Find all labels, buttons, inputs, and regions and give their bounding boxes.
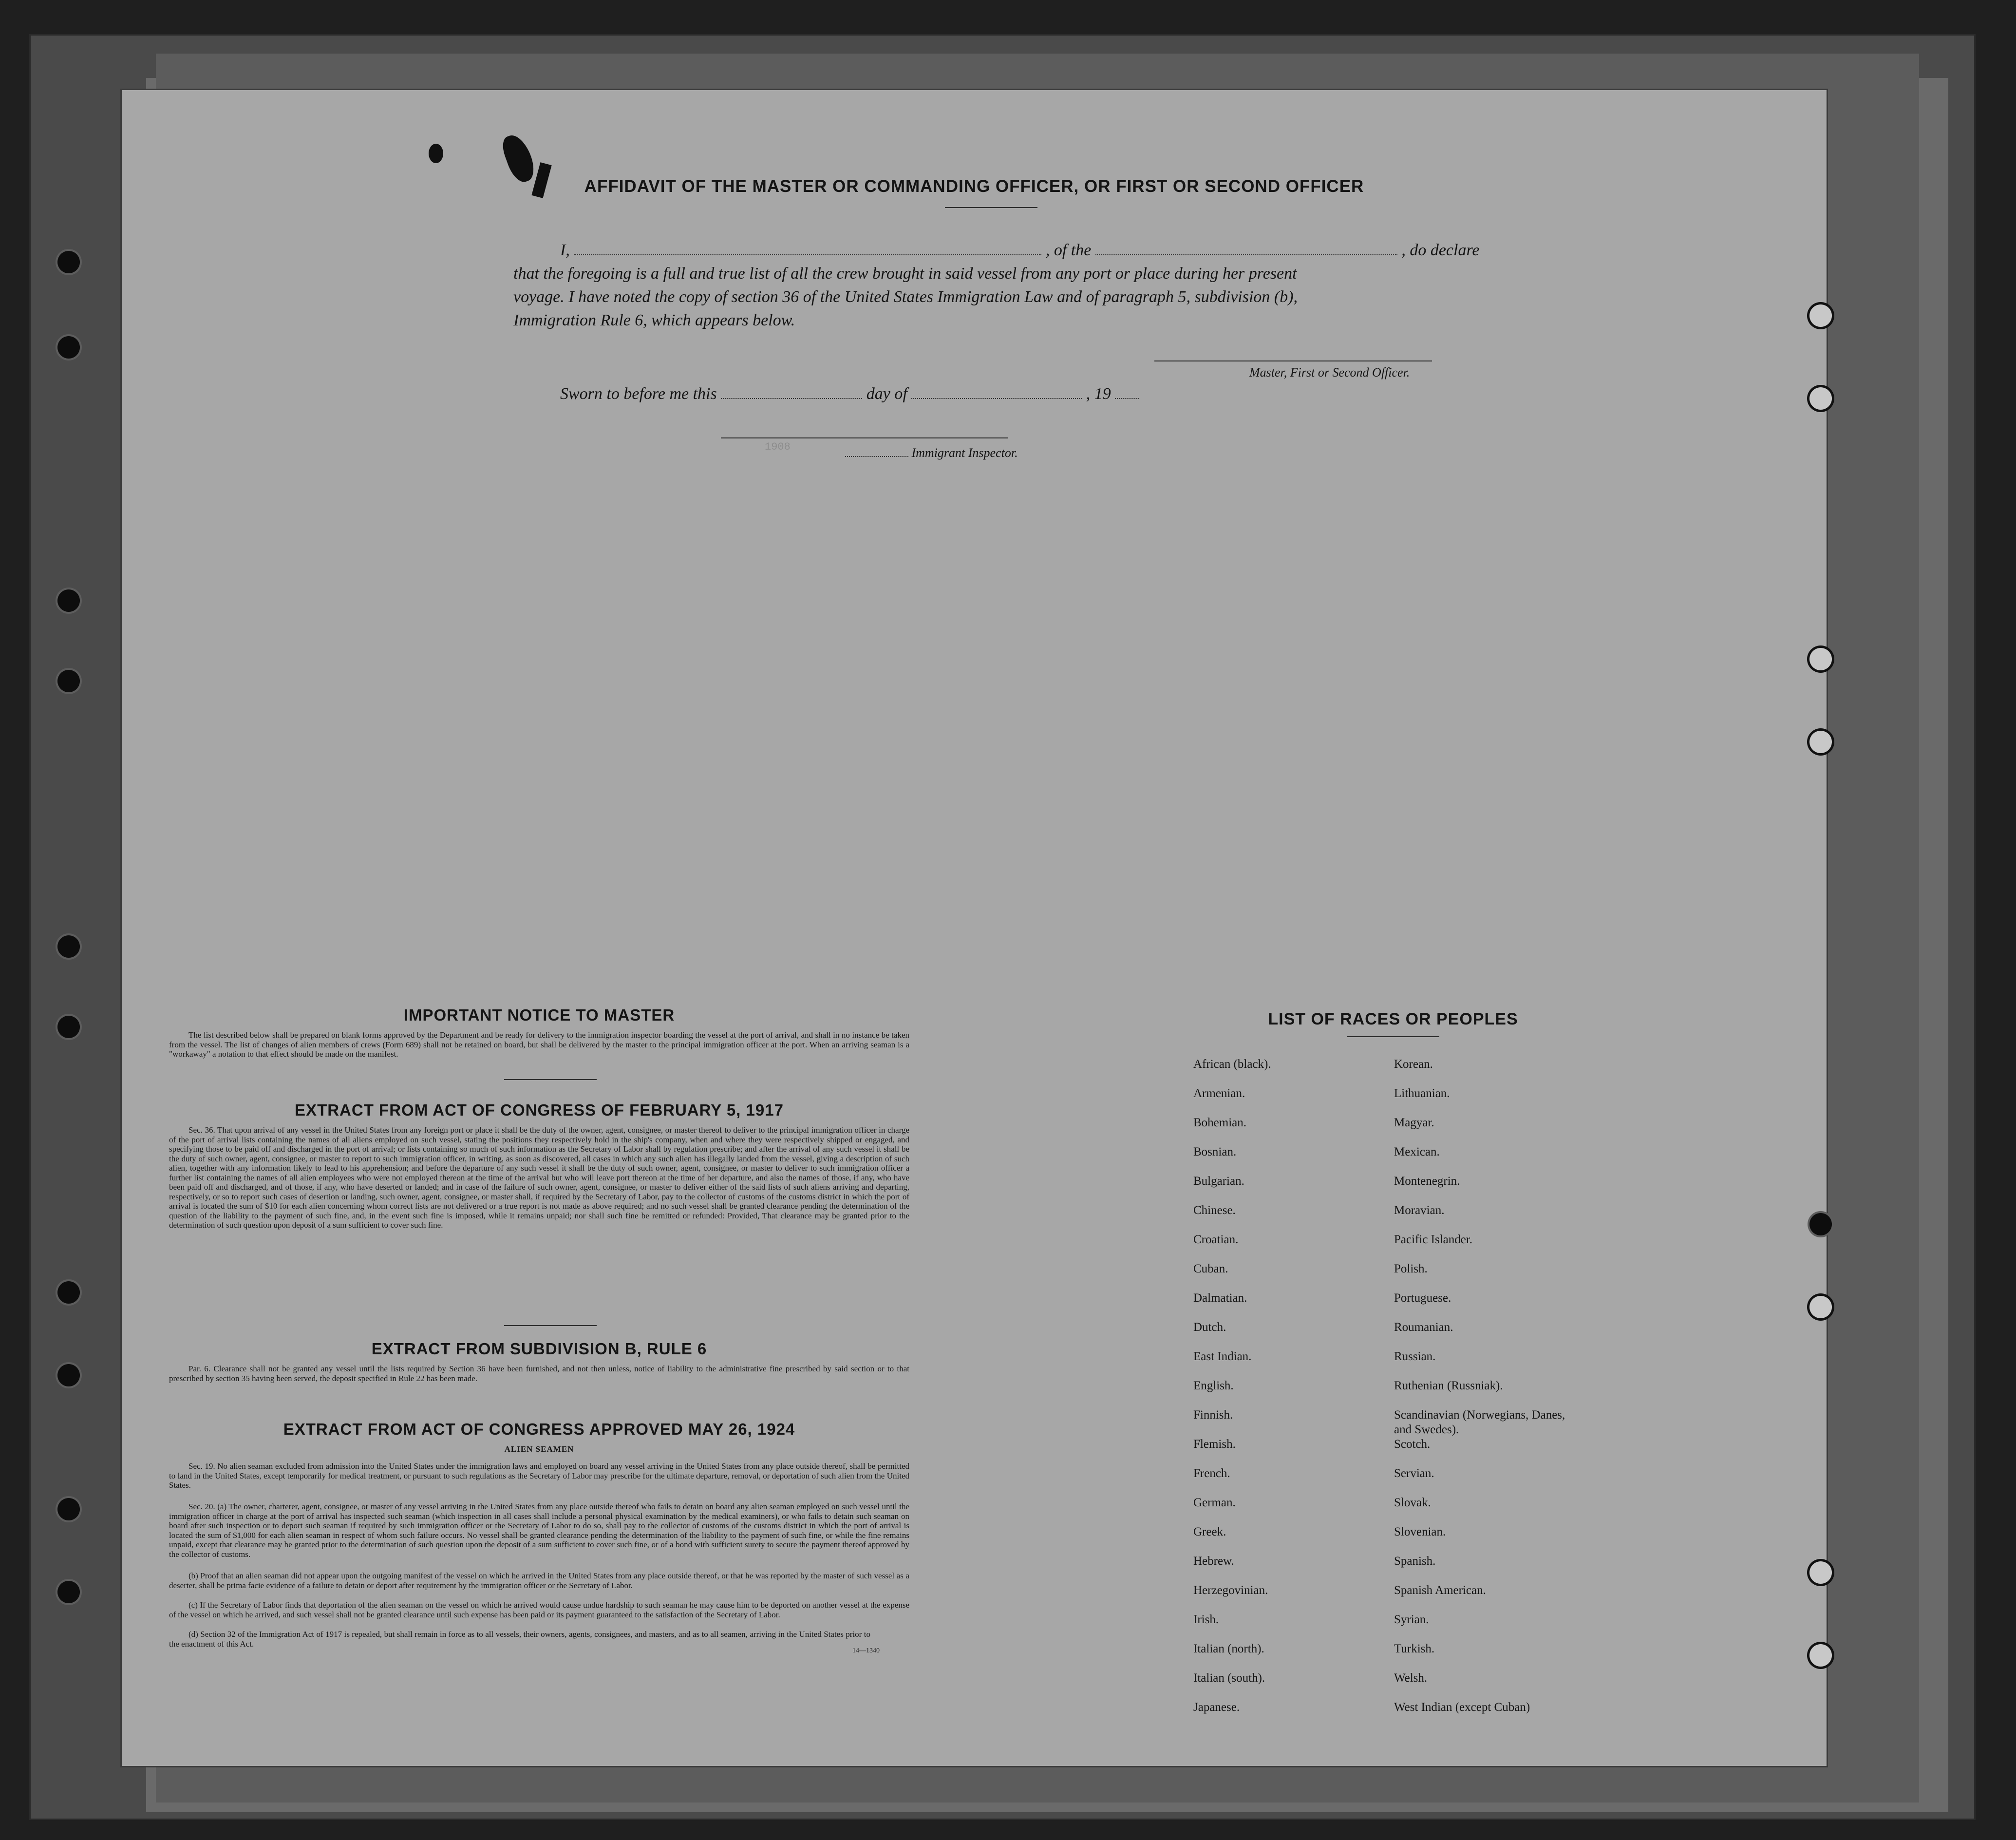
- race-item: English.: [1193, 1379, 1234, 1392]
- races-title: LIST OF RACES OR PEOPLES: [1268, 1010, 1518, 1028]
- race-item: Greek.: [1193, 1525, 1226, 1538]
- race-item: Ruthenian (Russniak).: [1394, 1379, 1503, 1392]
- race-item: Slovak.: [1394, 1496, 1431, 1509]
- race-item: French.: [1193, 1467, 1230, 1480]
- race-item: Polish.: [1394, 1262, 1428, 1275]
- affidavit-line-4: Immigration Rule 6, which appears below.: [513, 311, 795, 329]
- race-item: Lithuanian.: [1394, 1087, 1450, 1100]
- race-item: Spanish.: [1394, 1555, 1436, 1568]
- alien-seamen-subtitle: ALIEN SEAMEN: [504, 1444, 574, 1454]
- races-divider: [1347, 1036, 1439, 1037]
- binder-hole-icon: [57, 1364, 80, 1386]
- race-item: Japanese.: [1193, 1701, 1240, 1714]
- race-item: German.: [1193, 1496, 1236, 1509]
- extract-1924-title: EXTRACT FROM ACT OF CONGRESS APPROVED MAY 26, 1924: [283, 1420, 795, 1438]
- race-item: Irish.: [1193, 1613, 1219, 1626]
- race-item: Roumanian.: [1394, 1321, 1453, 1334]
- binder-hole-icon: [57, 670, 80, 692]
- binder-hole-icon: [1809, 1561, 1832, 1584]
- binder-hole-icon: [57, 935, 80, 958]
- extract-rule6-title: EXTRACT FROM SUBDIVISION B, RULE 6: [371, 1340, 707, 1358]
- sec-19-text: Sec. 19. No alien seaman excluded from admission into the United States under the immigration laws and employed on board any vessel arriving in the United States from any place outside thereof, shall be permitted to land in the United States, except temporarily for medical treatment, or pursuant to such regulations as the Secretary of Labor may prescribe for the ultimate departure, removal, or deportation of such alien from the United States.: [169, 1461, 909, 1490]
- race-item: Flemish.: [1193, 1438, 1236, 1451]
- race-item: Korean.: [1394, 1058, 1433, 1071]
- binder-hole-icon: [1809, 387, 1832, 410]
- notice-text: The list described below shall be prepared on blank forms approved by the Department and be ready for delivery to the immigration inspector boarding the vessel at the port of arrival, and shall in no instance be taken from the vessel. The list of changes of alien members of crews (Form 689) shall not be retained on board, but shall be delivered by the master to the principal immigration officer at the port. When an arriving seaman is a "workaway" a notation to that effect should be made on the manifest.: [169, 1030, 909, 1059]
- inspector-caption-text: Immigrant Inspector.: [911, 446, 1018, 460]
- race-item: Servian.: [1394, 1467, 1434, 1480]
- races-right-column: [1394, 1057, 1569, 1729]
- binder-hole-icon: [1809, 1296, 1832, 1318]
- binder-hole-icon: [1809, 1213, 1832, 1235]
- affidavit-text-declare: , do declare: [1401, 241, 1480, 259]
- race-item: Scandinavian (Norwegians, Danes, and Swedes).: [1394, 1408, 1565, 1436]
- sec-20d-text: (d) Section 32 of the Immigration Act of 1917 is repealed, but shall remain in force as to all vessels, their owners, agents, consignees, and masters, and as to all seamen, arriving in the United States prior to the enactment of this Act.: [169, 1630, 870, 1649]
- binder-hole-icon: [1809, 731, 1832, 753]
- race-item: East Indian.: [1193, 1350, 1252, 1363]
- extract-1917-title: EXTRACT FROM ACT OF CONGRESS OF FEBRUARY 5, 1917: [295, 1101, 784, 1119]
- signature-line: [1154, 360, 1432, 361]
- binder-hole-icon: [57, 1016, 80, 1038]
- name-blank: [574, 244, 1041, 255]
- race-item: Italian (north).: [1193, 1642, 1264, 1655]
- title-divider: [945, 207, 1037, 208]
- binder-hole-icon: [1809, 1644, 1832, 1667]
- binder-hole-icon: [57, 589, 80, 612]
- binder-hole-icon: [57, 1581, 80, 1603]
- race-item: Bosnian.: [1193, 1145, 1237, 1158]
- extract-1917-text: Sec. 36. That upon arrival of any vessel in the United States from any foreign port or place it shall be the duty of the owner, agent, consignee, or master thereof to deliver to the principal immigration officer in charge of the port of arrival lists containing the names of all aliens employed on such vessel, stating the positions they respectively hold in the ship's company, when and where they were respectively shipped or engaged, and specifying those to be paid off and discharged in the port of arrival; or lists containing so much of such information as the Secretary of Labor shall by regulation prescribe; and after the arrival of any such vessel it shall be the duty of such owner, agent, consignee, or master to report to such immigration officer, in writing, as soon as discovered, all cases in which any such alien has illegally landed from the vessel, giving a description of such alien, together with any information likely to lead to his apprehension; and before the departure of any such vessel it shall be the duty of such owner, agent, consignee, or master to deliver to such immigration officer a further list containing the names of all alien employees who were not employed thereon at the time of the arrival but who will leave port thereon at the time of her departure, and also the names of those, if any, who have been paid off and discharged, and of those, if any, who have deserted or landed; and in case of the failure of such owner, agent, consignee, or master to deliver either of the said lists of such aliens arriving and departing, respectively, or so to report such cases of desertion or landing, such owner, agent, consignee, or master shall, if required by the Secretary of Labor, pay to the collector of customs of the customs district in which the port of arrival is located the sum of $10 for each alien concerning whom correct lists are not delivered or a true report is not made as above required; and no such vessel shall be granted clearance pending the determination of the question of the liability to the payment of such fine, and, in the event such fine is imposed, while it remains unpaid; nor shall such fine be remitted or refunded: Provided, That clearance may be granted prior to the determination of such question upon deposit of a sum sufficient to cover such fine.: [169, 1125, 909, 1230]
- race-item: Hebrew.: [1193, 1555, 1234, 1568]
- race-item: Turkish.: [1394, 1642, 1435, 1655]
- race-item: Bohemian.: [1193, 1116, 1247, 1129]
- race-item: Magyar.: [1394, 1116, 1434, 1129]
- race-item: Dutch.: [1193, 1321, 1226, 1334]
- year-blank: [1115, 387, 1139, 399]
- race-item: Dalmatian.: [1193, 1291, 1247, 1305]
- year-text: , 19: [1086, 385, 1111, 403]
- inspector-caption: [845, 446, 1018, 460]
- race-item: Russian.: [1394, 1350, 1436, 1363]
- race-item: Croatian.: [1193, 1233, 1239, 1246]
- vessel-blank: [1095, 244, 1397, 255]
- binder-hole-icon: [57, 251, 80, 273]
- race-item: Slovenian.: [1394, 1525, 1446, 1538]
- inspector-signature-line: [721, 437, 1008, 438]
- binder-hole-icon: [1809, 304, 1832, 327]
- race-item: Cuban.: [1193, 1262, 1228, 1275]
- race-item: Pacific Islander.: [1394, 1233, 1473, 1246]
- race-item: Spanish American.: [1394, 1584, 1486, 1597]
- section-divider: [504, 1325, 597, 1326]
- affidavit-title: AFFIDAVIT OF THE MASTER OR COMMANDING OFFICER, OR FIRST OR SECOND OFFICER: [584, 177, 1364, 196]
- sworn-line: [560, 385, 1139, 403]
- binder-hole-icon: [57, 1498, 80, 1520]
- paper-tear: [429, 144, 443, 163]
- affidavit-line-1: [560, 241, 1480, 260]
- sec-20c-text: (c) If the Secretary of Labor finds that deportation of the alien seaman on the vessel on which he arrived would cause undue hardship to such seaman he may cause him to be deported on another vessel at the expense of the vessel on which he arrived, and such vessel shall not be granted clearance until such expense has been paid or its payment guaranteed to the satisfaction of the Secretary of Labor.: [169, 1600, 909, 1619]
- race-item: Armenian.: [1193, 1087, 1245, 1100]
- race-item: Bulgarian.: [1193, 1175, 1244, 1188]
- race-item: Syrian.: [1394, 1613, 1429, 1626]
- sworn-text: Sworn to before me this: [560, 385, 717, 403]
- inspector-blank: [845, 449, 908, 457]
- race-item: Welsh.: [1394, 1671, 1428, 1685]
- race-item: Moravian.: [1394, 1204, 1445, 1217]
- race-item: Montenegrin.: [1394, 1175, 1460, 1188]
- month-blank: [911, 387, 1082, 399]
- race-item: Portuguese.: [1394, 1291, 1451, 1305]
- races-left-column: [1193, 1057, 1271, 1729]
- day-of-text: day of: [866, 385, 907, 403]
- affidavit-page: [122, 90, 1827, 1766]
- race-item: West Indian (except Cuban): [1394, 1701, 1530, 1714]
- bleed-through-marks: 1908: [765, 441, 791, 453]
- binder-hole-icon: [57, 336, 80, 359]
- race-item: Italian (south).: [1193, 1671, 1265, 1685]
- race-item: Mexican.: [1394, 1145, 1440, 1158]
- day-blank: [721, 387, 862, 399]
- affidavit-line-3: voyage. I have noted the copy of section 36 of the United States Immigration Law and of paragraph 5, subdivision (b),: [513, 288, 1298, 306]
- race-item: Finnish.: [1193, 1408, 1233, 1422]
- notice-title: IMPORTANT NOTICE TO MASTER: [403, 1006, 675, 1024]
- race-item: Scotch.: [1394, 1438, 1431, 1451]
- extract-rule6-text: Par. 6. Clearance shall not be granted any vessel until the lists required by Section 36 have been furnished, and not then unless, notice of liability to the administrative fine prescribed by said section or to that prescribed by section 35 having been served, the deposit specified in Rule 22 has been made.: [169, 1364, 909, 1383]
- race-item: African (black).: [1193, 1058, 1271, 1071]
- affidavit-line-2: that the foregoing is a full and true list of all the crew brought in said vessel from any port or place during her present: [513, 265, 1297, 283]
- sec-20b-text: (b) Proof that an alien seaman did not appear upon the outgoing manifest of the vessel on which he arrived in the United States from any place outside thereof, or that he was reported by the master of such vessel as a deserter, shall be prima facie evidence of a failure to detain or deport after requirement by the immigration officer or the Secretary of Labor.: [169, 1571, 909, 1590]
- affidavit-text-i: I,: [560, 241, 570, 259]
- race-item: Chinese.: [1193, 1204, 1236, 1217]
- race-item: Herzegovinian.: [1193, 1584, 1268, 1597]
- affidavit-text-of-the: , of the: [1045, 241, 1092, 259]
- form-number: 14—1340: [852, 1647, 880, 1654]
- binder-hole-icon: [1809, 648, 1832, 670]
- sec-20a-text: Sec. 20. (a) The owner, charterer, agent, consignee, or master of any vessel arriving in the United States from any place outside thereof who fails to detain on board any alien seaman employed on such vessel until the immigration officer in charge at the port of arrival has inspected such seaman (which inspection in all cases shall include a personal physical examination by the medical examiners), or who fails to detain such seaman on board after such inspection or to deport such seaman if required by such immigration officer or the Secretary of Labor to do so, shall pay to the collector of customs of the customs district in which the port of arrival is located the sum of $1,000 for each alien seaman in respect of whom such failure occurs. No vessel shall be granted clearance pending the determination of the liability to the payment of such fine, or while the fine remains unpaid, except that clearance may be granted prior to the determination of such question upon the deposit of a sum sufficient to cover such fine, or of a bond with sufficient surety to secure the payment thereof approved by the collector of customs.: [169, 1502, 909, 1559]
- section-divider: [504, 1079, 597, 1080]
- signature-caption: Master, First or Second Officer.: [1249, 365, 1410, 379]
- binder-hole-icon: [57, 1281, 80, 1304]
